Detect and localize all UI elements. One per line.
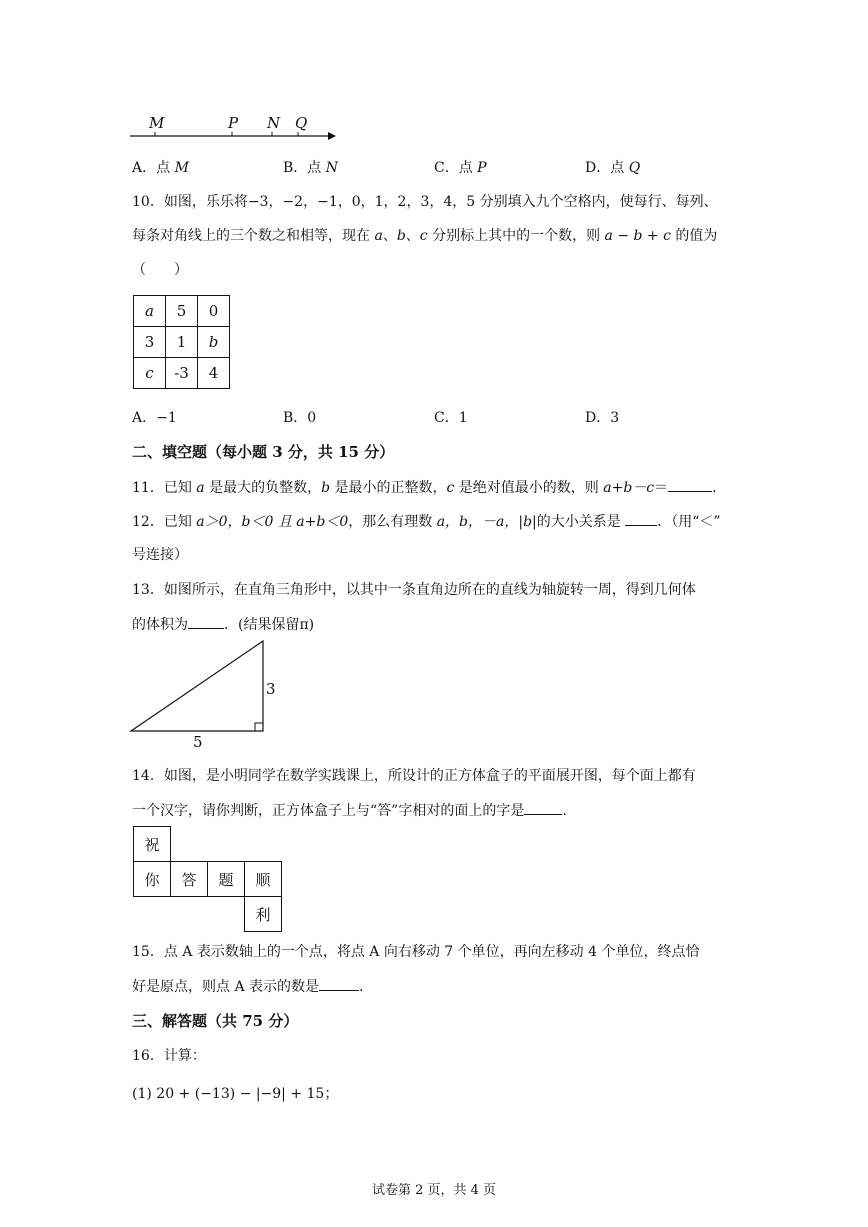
cube-face: 祝 <box>134 827 171 862</box>
q12-line2: 号连接） <box>132 547 188 563</box>
q9-option-d: D．点 Q <box>585 160 641 176</box>
grid-cell: 5 <box>166 296 198 327</box>
right-triangle-figure <box>128 638 278 738</box>
triangle-side-vertical-label: 3 <box>266 680 276 698</box>
q10-option-a: A．−1 <box>132 410 177 426</box>
q10-line2: 每条对角线上的三个数之和相等，现在 a、b、c 分别标上其中的一个数，则 a − b + c 的值为 <box>132 228 718 244</box>
cube-net <box>133 826 282 932</box>
grid-cell: 0 <box>198 296 230 327</box>
section-heading-solutions: 三、解答题（共 75 分） <box>132 1012 299 1030</box>
magic-square <box>133 295 230 389</box>
q10-option-c: C．1 <box>434 410 468 426</box>
q16-part1: (1) 20 + (−13) − |−9| + 15； <box>132 1086 339 1102</box>
q9-option-a: A．点 M <box>132 160 189 176</box>
cube-face: 你 <box>134 862 171 897</box>
q9-option-c: C．点 P <box>434 160 487 176</box>
q13-line2: 的体积为 ．(结果保留π) <box>132 614 314 635</box>
q16-title: 16．计算： <box>132 1048 206 1064</box>
grid-cell: -3 <box>166 358 198 389</box>
q14-line1: 14．如图，是小明同学在数学实践课上，所设计的正方体盒子的平面展开图，每个面上都有 <box>132 768 696 784</box>
q14-line2: 一个汉字，请你判断，正方体盒子上与“答”字相对的面上的字是 . <box>132 800 567 821</box>
grid-cell: 3 <box>134 327 166 358</box>
answer-blank[interactable] <box>319 976 359 991</box>
number-line-label-m: M <box>149 114 165 132</box>
number-line-label-q: Q <box>295 114 308 132</box>
answer-blank[interactable] <box>524 800 562 815</box>
answer-blank[interactable] <box>625 511 657 526</box>
page-footer: 试卷第 2 页，共 4 页 <box>371 1183 497 1198</box>
answer-blank[interactable] <box>188 614 224 629</box>
answer-blank[interactable] <box>668 477 712 492</box>
q10-line3: （ ） <box>132 262 188 278</box>
q10-option-d: D．3 <box>585 410 620 426</box>
cube-face: 题 <box>208 862 245 897</box>
cube-face: 答 <box>171 862 208 897</box>
q12-line1: 12．已知 a＞0，b＜0 且 a+b＜0，那么有理数 a，b，－a，|b|的大小关系是 ．（用“＜” <box>132 511 721 532</box>
grid-cell: b <box>198 327 230 358</box>
number-line-label-p: P <box>228 114 239 132</box>
q10-option-b: B．0 <box>283 410 317 426</box>
q13-line1: 13．如图所示，在直角三角形中，以其中一条直角边所在的直线为轴旋转一周，得到几何体 <box>132 582 696 598</box>
q11-text: 11．已知 a 是最大的负整数，b 是最小的正整数，c 是绝对值最小的数，则 a+b－c＝ . <box>132 477 717 498</box>
grid-cell: c <box>134 358 166 389</box>
cube-face: 利 <box>245 897 282 932</box>
q15-line1: 15．点 A 表示数轴上的一个点，将点 A 向右移动 7 个单位，再向左移动 4 个单位，终点恰 <box>132 944 700 960</box>
q10-line1: 10．如图，乐乐将−3，−2，−1，0，1，2，3，4，5 分别填入九个空格内，使每行、每列、 <box>132 194 718 210</box>
section-heading-fill-in: 二、填空题（每小题 3 分，共 15 分） <box>132 443 395 461</box>
grid-cell: a <box>134 296 166 327</box>
q9-option-b: B．点 N <box>283 160 338 176</box>
cube-face: 顺 <box>245 862 282 897</box>
grid-cell: 4 <box>198 358 230 389</box>
number-line-label-n: N <box>267 114 281 132</box>
q15-line2: 好是原点，则点 A 表示的数是 . <box>132 976 363 997</box>
triangle-side-horizontal-label: 5 <box>193 733 203 751</box>
grid-cell: 1 <box>166 327 198 358</box>
